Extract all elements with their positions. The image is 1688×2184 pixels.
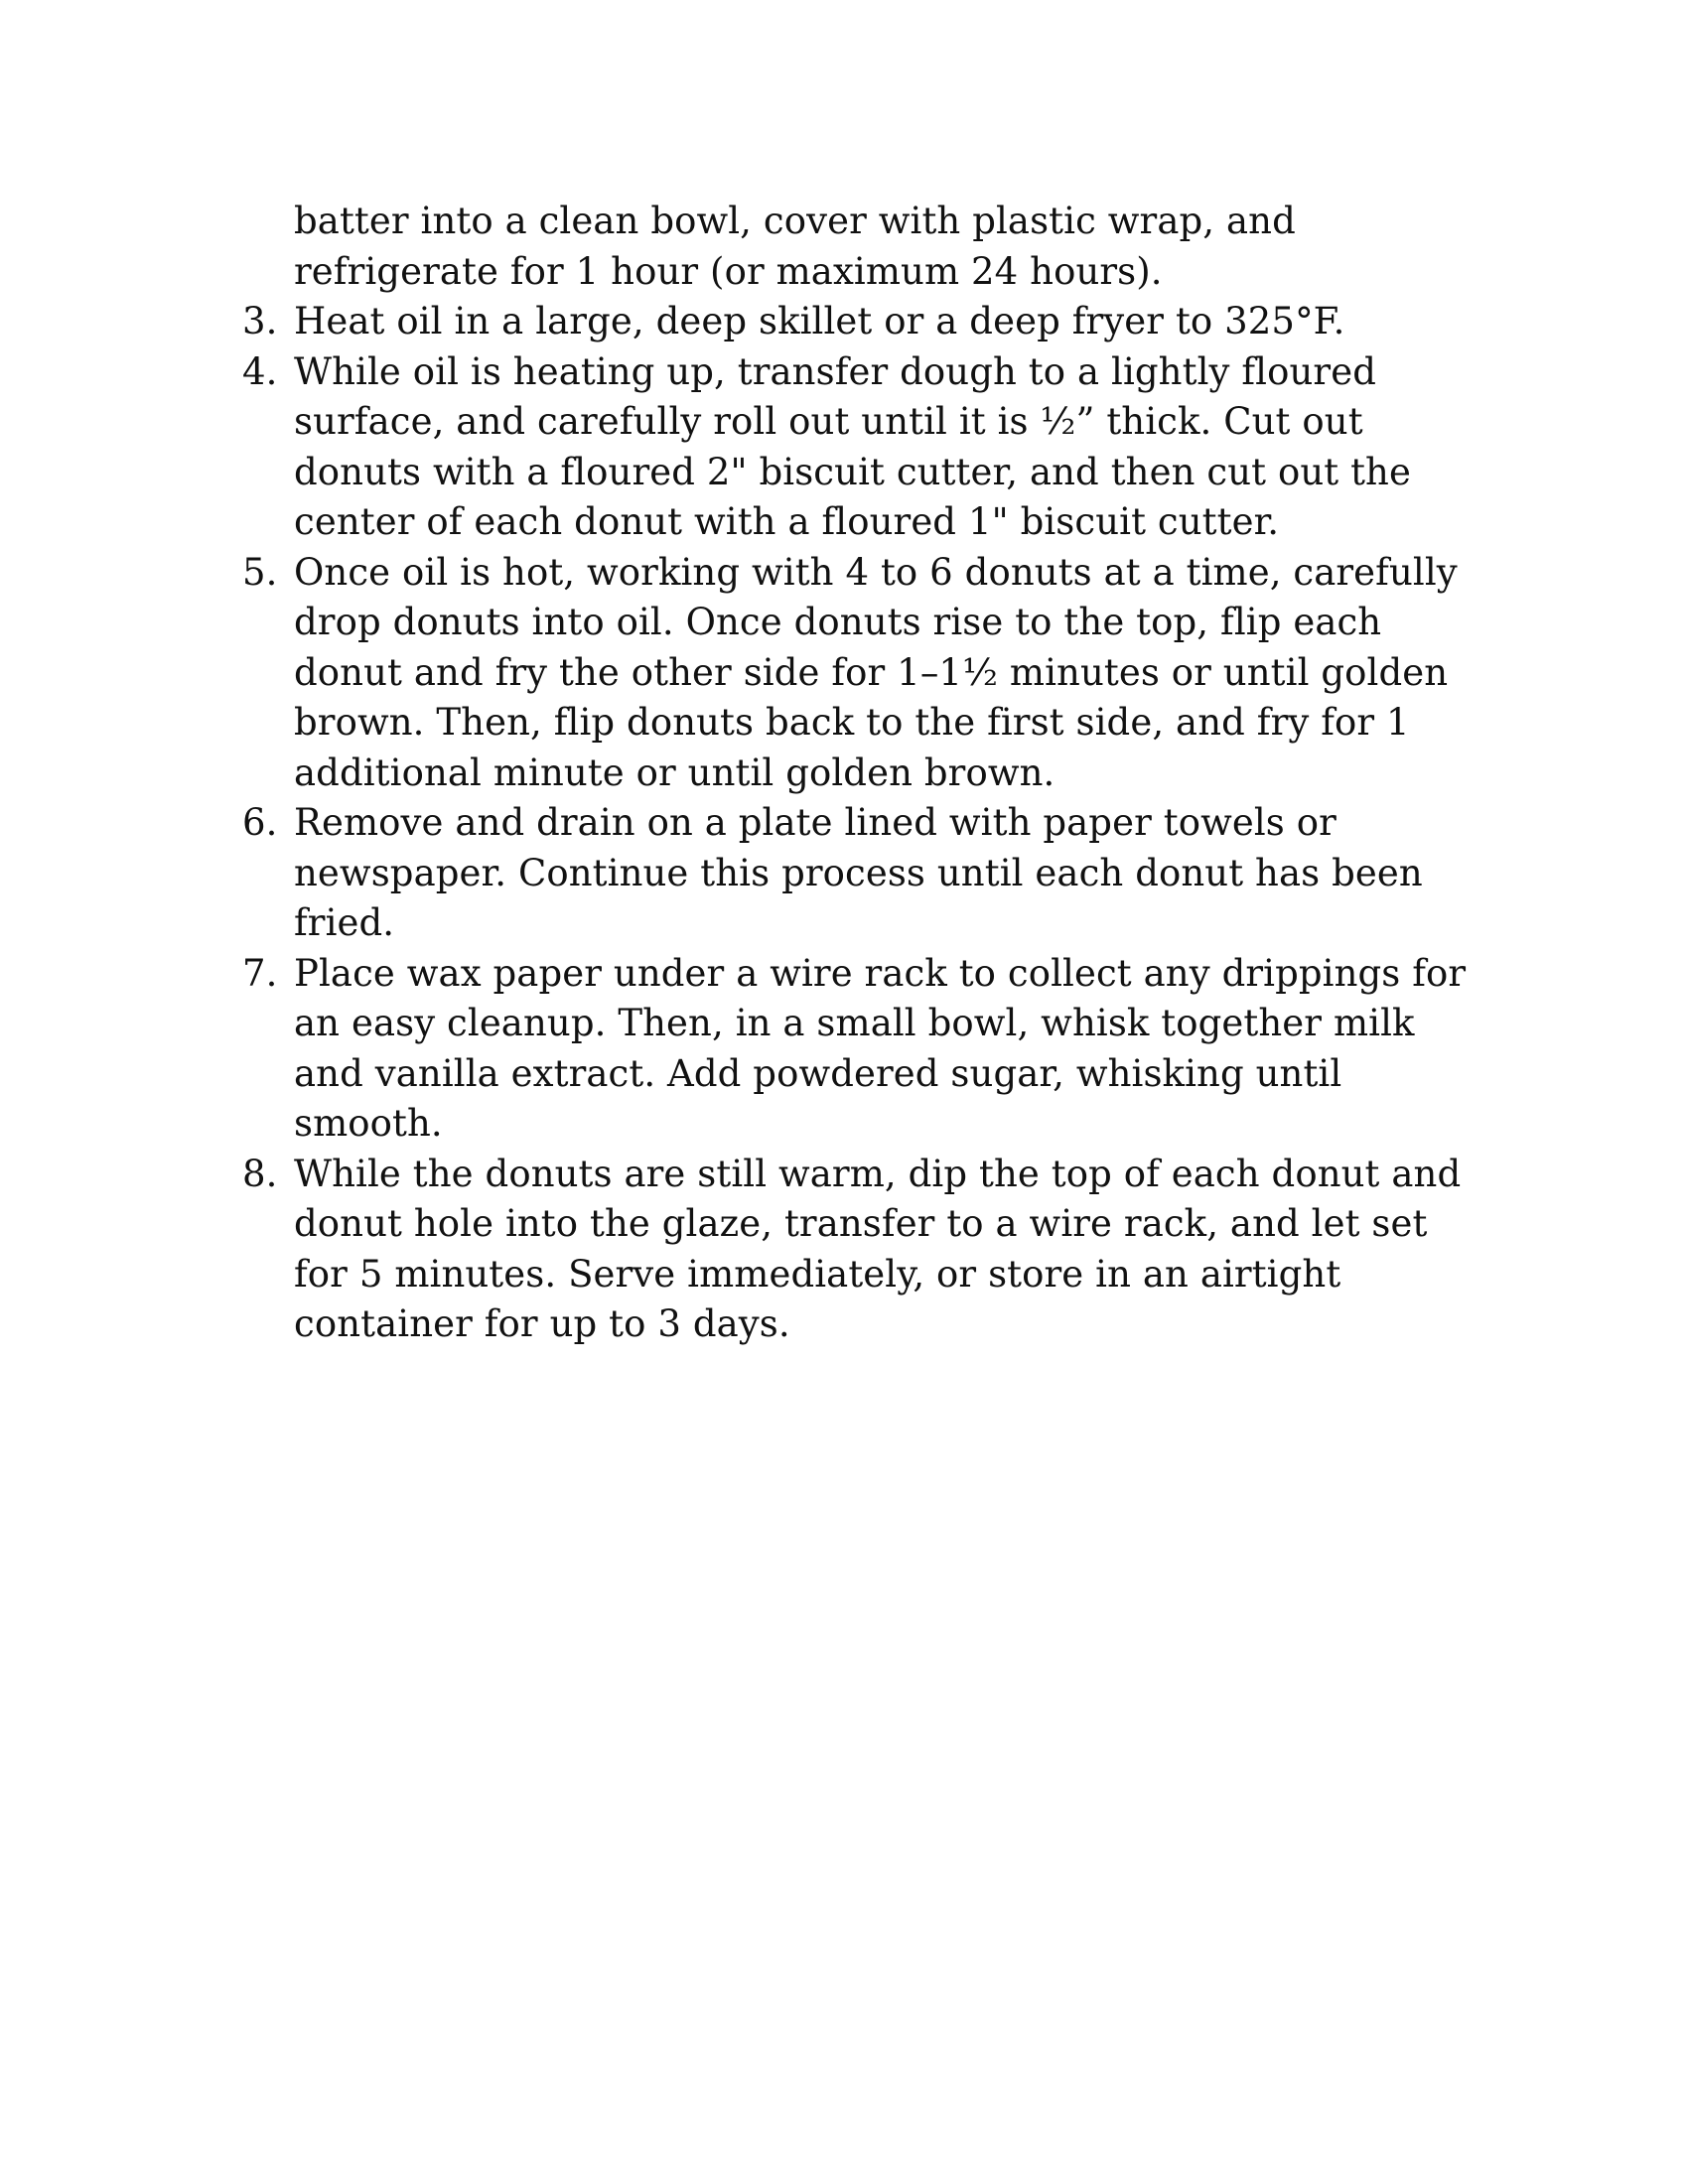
step-number: 3. — [242, 300, 278, 342]
step-number: 8. — [242, 1152, 278, 1195]
step-text: Remove and drain on a plate lined with paper towels or newspaper. Continue this process until each donut has been fried. — [294, 801, 1423, 944]
step-number: 6. — [242, 801, 278, 844]
step-7 — [242, 949, 1474, 1150]
step-5 — [242, 548, 1474, 799]
step-8 — [242, 1150, 1474, 1350]
step-text: While the donuts are still warm, dip the top of each donut and donut hole into the glaze, transfer to a wire rack, and let set for 5 minutes. Serve immediately, or store in an airtight container for up to 3 days. — [294, 1152, 1462, 1345]
recipe-instructions — [242, 197, 1474, 1350]
step-text: Heat oil in a large, deep skillet or a deep fryer to 325°F. — [294, 300, 1345, 342]
step-4 — [242, 347, 1474, 548]
step-text: While oil is heating up, transfer dough to a lightly floured surface, and carefully roll out until it is ½” thick. Cut out donuts with a floured 2" biscuit cutter, and then cut out the center of each donut with a floured 1" biscuit cutter. — [294, 349, 1411, 543]
continuation-text: batter into a clean bowl, cover with plastic wrap, and refrigerate for 1 hour (or maximum 24 hours). — [294, 200, 1296, 293]
step-6 — [242, 798, 1474, 949]
step-2-continuation — [242, 197, 1474, 297]
step-number: 7. — [242, 951, 278, 995]
step-number: 5. — [242, 550, 278, 594]
step-text: Once oil is hot, working with 4 to 6 donuts at a time, carefully drop donuts into oil. Once donuts rise to the top, flip each donut and fry the other side for 1–1½ minutes or until golden brown. Then, flip donuts back to the first side, and fry for 1 additional minute or until golden brown. — [294, 550, 1458, 794]
step-text: Place wax paper under a wire rack to collect any drippings for an easy cleanup. Then, in a small bowl, whisk together milk and vanilla extract. Add powdered sugar, whisking until smooth. — [294, 951, 1467, 1145]
step-number: 4. — [242, 349, 278, 393]
step-3 — [242, 297, 1474, 347]
